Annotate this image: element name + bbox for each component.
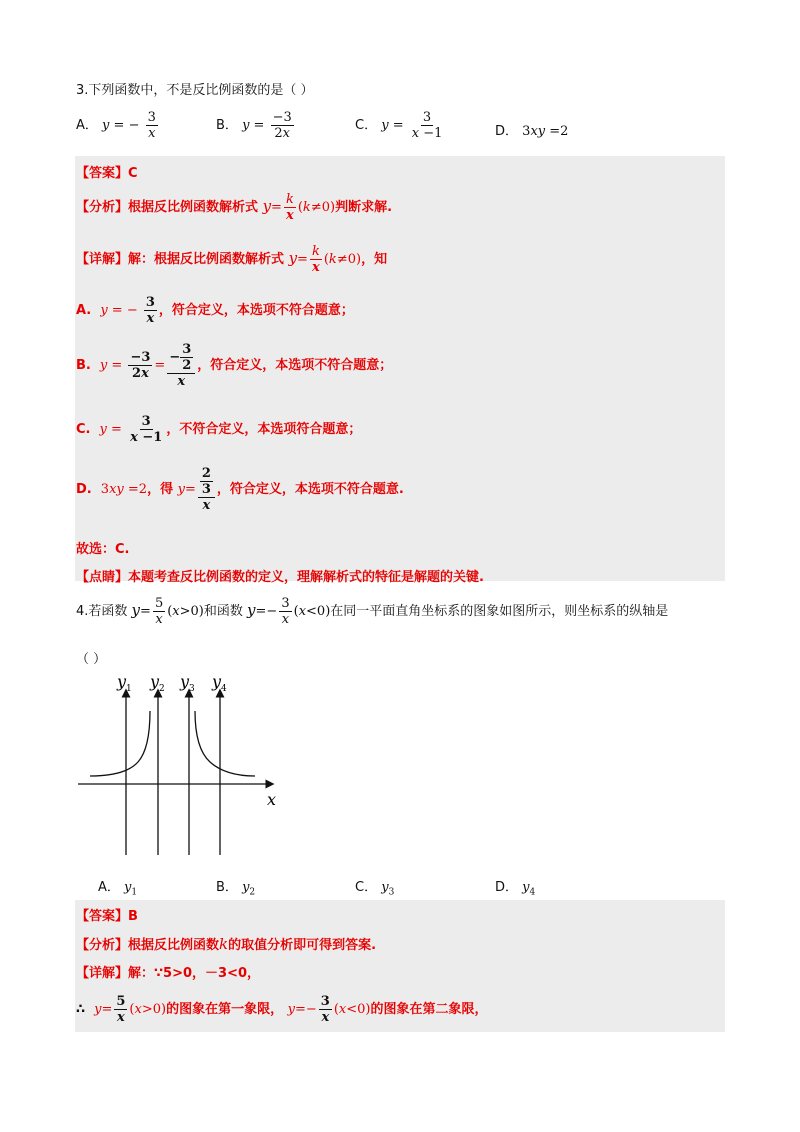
q3-conclusion: 故选：C.: [76, 542, 130, 557]
q4-option-b: B． $y_2$: [216, 880, 256, 898]
q4-option-c: C． $y_3$: [355, 880, 395, 898]
q4-answer: 【答案】B: [76, 909, 138, 924]
q4-stem: 4.若函数 y= $\frac{5}{x}$ (x>0)和函数 y=− $\frac{3}{x}$ (x<0)在同一平面直角坐标系的图象如图所示，则坐标系的纵轴是: [76, 596, 669, 627]
q4-detail: 【详解】解：∵5>0，－3<0，: [76, 966, 261, 981]
q3-stem: 3.下列函数中，不是反比例函数的是（ ）: [76, 83, 314, 98]
q3-answer: 【答案】C: [76, 166, 138, 181]
option-letter: C．: [355, 118, 378, 133]
q3-option-b: B． y = $\frac{-3}{2x}$: [216, 110, 292, 141]
q4-option-a: A． $y_1$: [98, 880, 138, 898]
q3-line-b: B. y = $\frac{-3}{2x}$ = − $\frac{3}{2}$ x ，符合定义，本选项不符合题意；: [76, 342, 393, 389]
q3-analysis: 【分析】根据反比例函数解析式 y= $\frac{k}{x}$ (k≠0)判断求解.: [76, 192, 393, 223]
left-hyperbola-branch: [90, 711, 150, 776]
y1-label: $y_1$: [117, 672, 132, 694]
q4-paren: （ ）: [76, 652, 107, 667]
q3-line-a: A. y = − $\frac{3}{x}$ ，符合定义，本选项不符合题意；: [76, 295, 354, 326]
q3-line-c: C. y = $\frac{3}{x -1}$ ，不符合定义，本选项符合题意；: [76, 414, 362, 445]
y2-label: $y_2$: [150, 672, 165, 694]
q4-graph: [70, 665, 290, 860]
q4-detail-line: ∴ y= $\frac{5}{x}$ (x>0)的图象在第一象限， y=− $\frac{3}{x}$ (x<0)的图象在第二象限，: [76, 994, 488, 1025]
right-hyperbola-branch: [195, 711, 255, 776]
q3-option-d: D． 3xy =2: [495, 124, 569, 139]
y4-label: $y_4$: [212, 672, 227, 694]
option-letter: D．: [495, 124, 519, 139]
q3-option-a: A． y = − $\frac{3}{x}$: [76, 110, 156, 141]
q4-option-d: D． $y_4$: [495, 880, 536, 898]
option-letter: B．: [216, 118, 238, 133]
q3-comment: 【点睛】本题考查反比例函数的定义，理解解析式的特征是解题的关键.: [76, 570, 484, 585]
x-label: x: [267, 790, 277, 809]
q3-detail: 【详解】解：根据反比例函数解析式 y= $\frac{k}{x}$ (k≠0)，知: [76, 244, 388, 275]
option-letter: A．: [76, 118, 98, 133]
q4-analysis: 【分析】根据反比例函数k的取值分析即可得到答案.: [76, 935, 377, 953]
q3-option-c: C． y = $\frac{3}{x -1}$: [355, 110, 443, 141]
y3-label: $y_3$: [180, 672, 195, 694]
q3-line-d: D. 3xy =2，得 y= $\frac{\frac{2}{3}}{x}$ ，符合定义，本选项不符合题意.: [76, 466, 404, 513]
